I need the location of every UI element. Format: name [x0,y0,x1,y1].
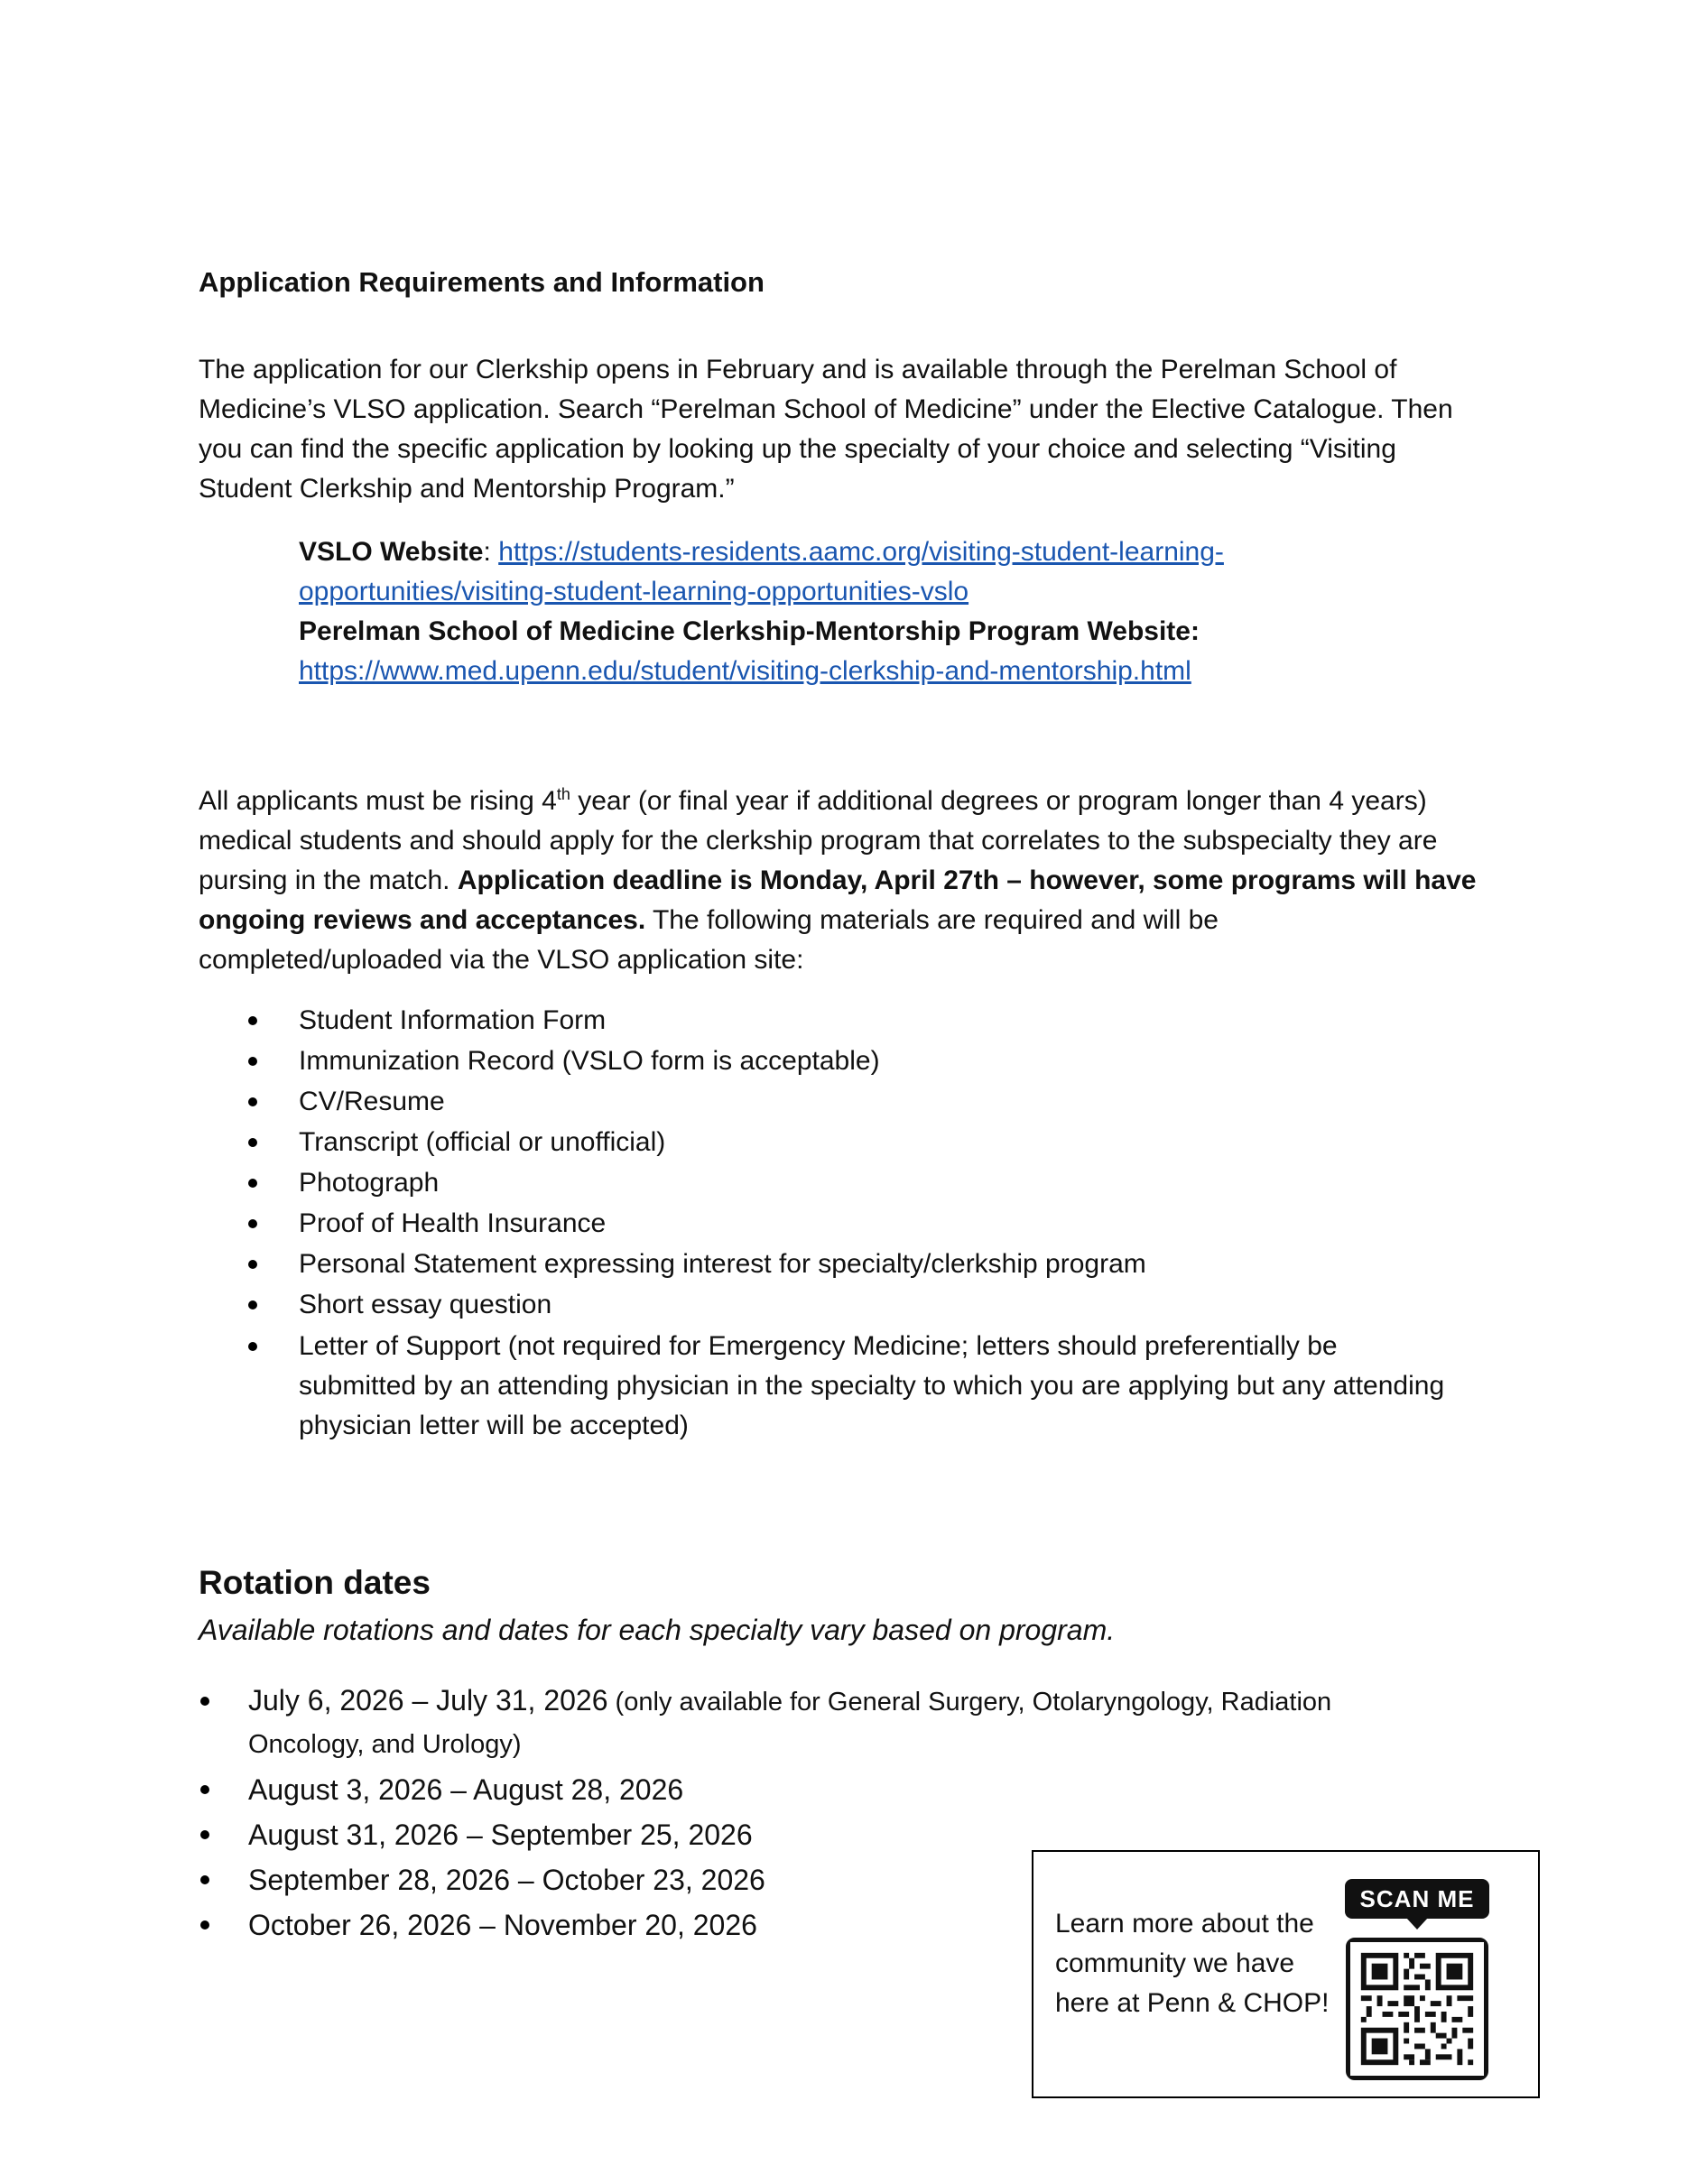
intro-line: The application for our Clerkship opens in February and is available through the Perelman School of [199,355,1397,384]
intro-line: you can find the specific application by looking up the specialty of your choice and selecting “Visiting [199,434,1396,464]
bullet-icon [248,1219,257,1228]
list-item: Short essay question [299,1284,1562,1325]
bullet-icon [248,1097,257,1106]
bullet-icon [248,1260,257,1269]
bullet-icon [200,1697,209,1706]
list-item: July 6, 2026 – July 31, 2026 (only available for General Surgery, Otolaryngology, Radiation Oncology, and Urology) [248,1680,1422,1765]
bullet-icon [200,1830,209,1839]
psom-label: Perelman School of Medicine Clerkship-Mentorship Program Website: [299,616,1200,646]
list-item: Personal Statement expressing interest for specialty/clerkship program [299,1244,1562,1284]
ordinal-suffix: th [556,785,570,803]
bullet-icon [200,1785,209,1794]
list-item: August 31, 2026 – September 25, 2026 [248,1812,1422,1857]
bullet-icon [248,1300,257,1309]
list-item: Photograph [299,1162,1562,1203]
eligibility-text: All applicants must be rising 4 [199,786,557,816]
qr-code-icon [1350,1942,1484,2076]
qr-code[interactable] [1346,1938,1488,2080]
list-item: October 26, 2026 – November 20, 2026 [248,1902,1422,1948]
eligibility-text: medical students and should apply for the clerkship program that correlates to the subspecialty they are [199,826,1438,856]
deadline-text: Application deadline is Monday, April 27th – however, some programs will have [457,865,1477,895]
eligibility-text: pursing in the match. [199,865,458,895]
bullet-icon [248,1179,257,1188]
materials-list [299,1000,1562,1446]
bullet-icon [248,1057,257,1066]
qr-callout-box [1032,1850,1540,2098]
list-item: September 28, 2026 – October 23, 2026 [248,1857,1422,1902]
list-item: Letter of Support (not required for Emergency Medicine; letters should preferentially be submitted by an attending physician in the specialty to which you are applying but any attending physician letter will be accepted) [299,1327,1562,1446]
bullet-icon [248,1342,257,1351]
list-item: Immunization Record (VSLO form is acceptable) [299,1041,1562,1081]
vslo-link[interactable]: https://students-residents.aamc.org/visiting-student-learning- [498,537,1224,567]
deadline-text: ongoing reviews and acceptances. [199,905,646,935]
list-item: Student Information Form [299,1000,1562,1041]
qr-callout-text: Learn more about the community we have here at Penn & CHOP! [1055,1909,1330,2018]
application-heading: Application Requirements and Information [199,266,765,298]
eligibility-text: The following materials are required and will be [645,905,1219,935]
bullet-icon [248,1016,257,1025]
psom-link[interactable]: https://www.med.upenn.edu/student/visiting-clerkship-and-mentorship.html [299,656,1191,686]
list-item: Transcript (official or unofficial) [299,1122,1562,1162]
vslo-link-continued[interactable]: opportunities/visiting-student-learning-opportunities-vslo [299,577,969,606]
list-item: August 3, 2026 – August 28, 2026 [248,1767,1422,1812]
eligibility-text: completed/uploaded via the VLSO application site: [199,945,804,975]
bullet-icon [248,1138,257,1147]
eligibility-text: year (or final year if additional degrees or program longer than 4 years) [570,786,1427,816]
rotation-subheading: Available rotations and dates for each specialty vary based on program. [199,1614,1116,1646]
vslo-colon: : [483,537,491,567]
intro-line: Student Clerkship and Mentorship Program.” [199,474,735,504]
list-item: Proof of Health Insurance [299,1203,1562,1244]
links-block [299,532,1472,691]
scan-me-label: SCAN ME [1345,1879,1489,1919]
list-item: CV/Resume [299,1081,1562,1122]
bullet-icon [200,1875,209,1884]
scan-me-pointer [1406,1918,1428,1930]
intro-line: Medicine’s VLSO application. Search “Perelman School of Medicine” under the Elective Catalogue. Then [199,394,1453,424]
eligibility-paragraph [199,774,1552,980]
vslo-label: VSLO Website [299,537,484,567]
bullet-icon [200,1920,209,1930]
application-intro [199,350,1534,509]
rotation-heading: Rotation dates [199,1564,431,1601]
